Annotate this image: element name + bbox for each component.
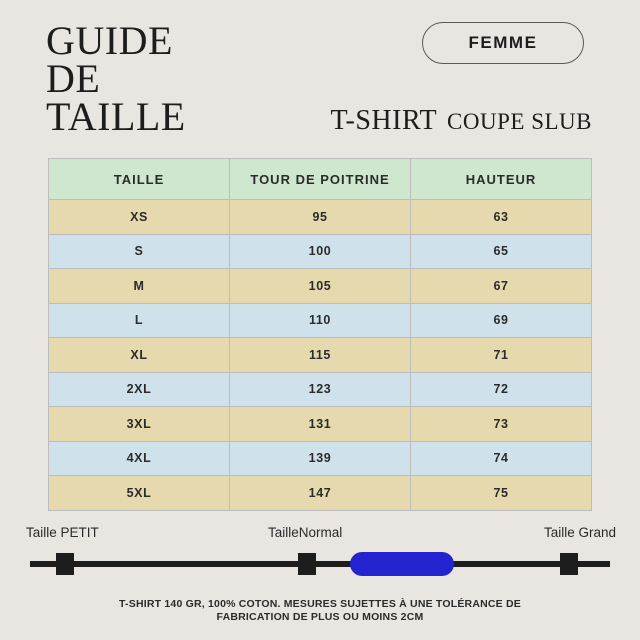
page-title-line-3: TAILLE: [46, 94, 186, 139]
cell-size: M: [49, 269, 230, 304]
cell-chest: 100: [230, 234, 411, 269]
cell-chest: 115: [230, 338, 411, 373]
page-title: [46, 18, 186, 139]
table-row: [49, 441, 592, 476]
column-header-tour-de-poitrine: TOUR DE POITRINE: [230, 159, 411, 200]
cell-height: 74: [411, 441, 592, 476]
footnote-line-1: T-SHIRT 140 GR, 100% COTON. MESURES SUJETTES À UNE TOLÉRANCE DE: [119, 598, 521, 610]
cell-height: 65: [411, 234, 592, 269]
product-cut: COUPE SLUB: [447, 109, 592, 134]
cell-chest: 105: [230, 269, 411, 304]
table-row: [49, 372, 592, 407]
cell-chest: 110: [230, 303, 411, 338]
cell-height: 63: [411, 200, 592, 235]
fit-label-small: Taille PETIT: [26, 525, 99, 540]
fit-scale-labels: [0, 525, 640, 547]
size-table-wrapper: [48, 158, 592, 511]
fit-scale-tick-large: [560, 553, 578, 575]
cell-chest: 123: [230, 372, 411, 407]
table-row: [49, 200, 592, 235]
cell-height: 69: [411, 303, 592, 338]
cell-size: 2XL: [49, 372, 230, 407]
product-heading: [330, 105, 592, 137]
footnote: [0, 598, 640, 624]
fit-label-large: Taille Grand: [543, 525, 616, 540]
cell-height: 75: [411, 476, 592, 511]
product-name: T-SHIRT: [330, 105, 438, 136]
header: [0, 0, 640, 150]
cell-height: 67: [411, 269, 592, 304]
footnote-line-2: FABRICATION DE PLUS OU MOINS 2CM: [216, 611, 424, 624]
fit-scale-tick-small: [56, 553, 74, 575]
column-header-hauteur: HAUTEUR: [411, 159, 592, 200]
fit-scale-track[interactable]: [30, 561, 610, 567]
column-header-taille: TAILLE: [49, 159, 230, 200]
cell-chest: 139: [230, 441, 411, 476]
table-row: [49, 407, 592, 442]
table-row: [49, 234, 592, 269]
cell-size: 5XL: [49, 476, 230, 511]
fit-scale: [0, 525, 640, 595]
cell-size: 4XL: [49, 441, 230, 476]
fit-scale-tick-normal: [298, 553, 316, 575]
cell-chest: 95: [230, 200, 411, 235]
table-row: [49, 338, 592, 373]
fit-scale-indicator[interactable]: [350, 552, 454, 576]
table-header-row: [49, 159, 592, 200]
cell-height: 72: [411, 372, 592, 407]
cell-size: XL: [49, 338, 230, 373]
cell-size: 3XL: [49, 407, 230, 442]
cell-size: XS: [49, 200, 230, 235]
cell-size: S: [49, 234, 230, 269]
cell-chest: 147: [230, 476, 411, 511]
page-title-line-2: DE: [46, 56, 101, 101]
cell-height: 73: [411, 407, 592, 442]
cell-size: L: [49, 303, 230, 338]
gender-badge-label: FEMME: [468, 33, 538, 52]
page-title-line-1: GUIDE: [46, 18, 173, 63]
table-row: [49, 476, 592, 511]
gender-badge: [422, 22, 584, 64]
table-row: [49, 269, 592, 304]
cell-chest: 131: [230, 407, 411, 442]
cell-height: 71: [411, 338, 592, 373]
fit-label-normal: TailleNormal: [268, 525, 343, 540]
table-row: [49, 303, 592, 338]
size-table: [48, 158, 592, 511]
